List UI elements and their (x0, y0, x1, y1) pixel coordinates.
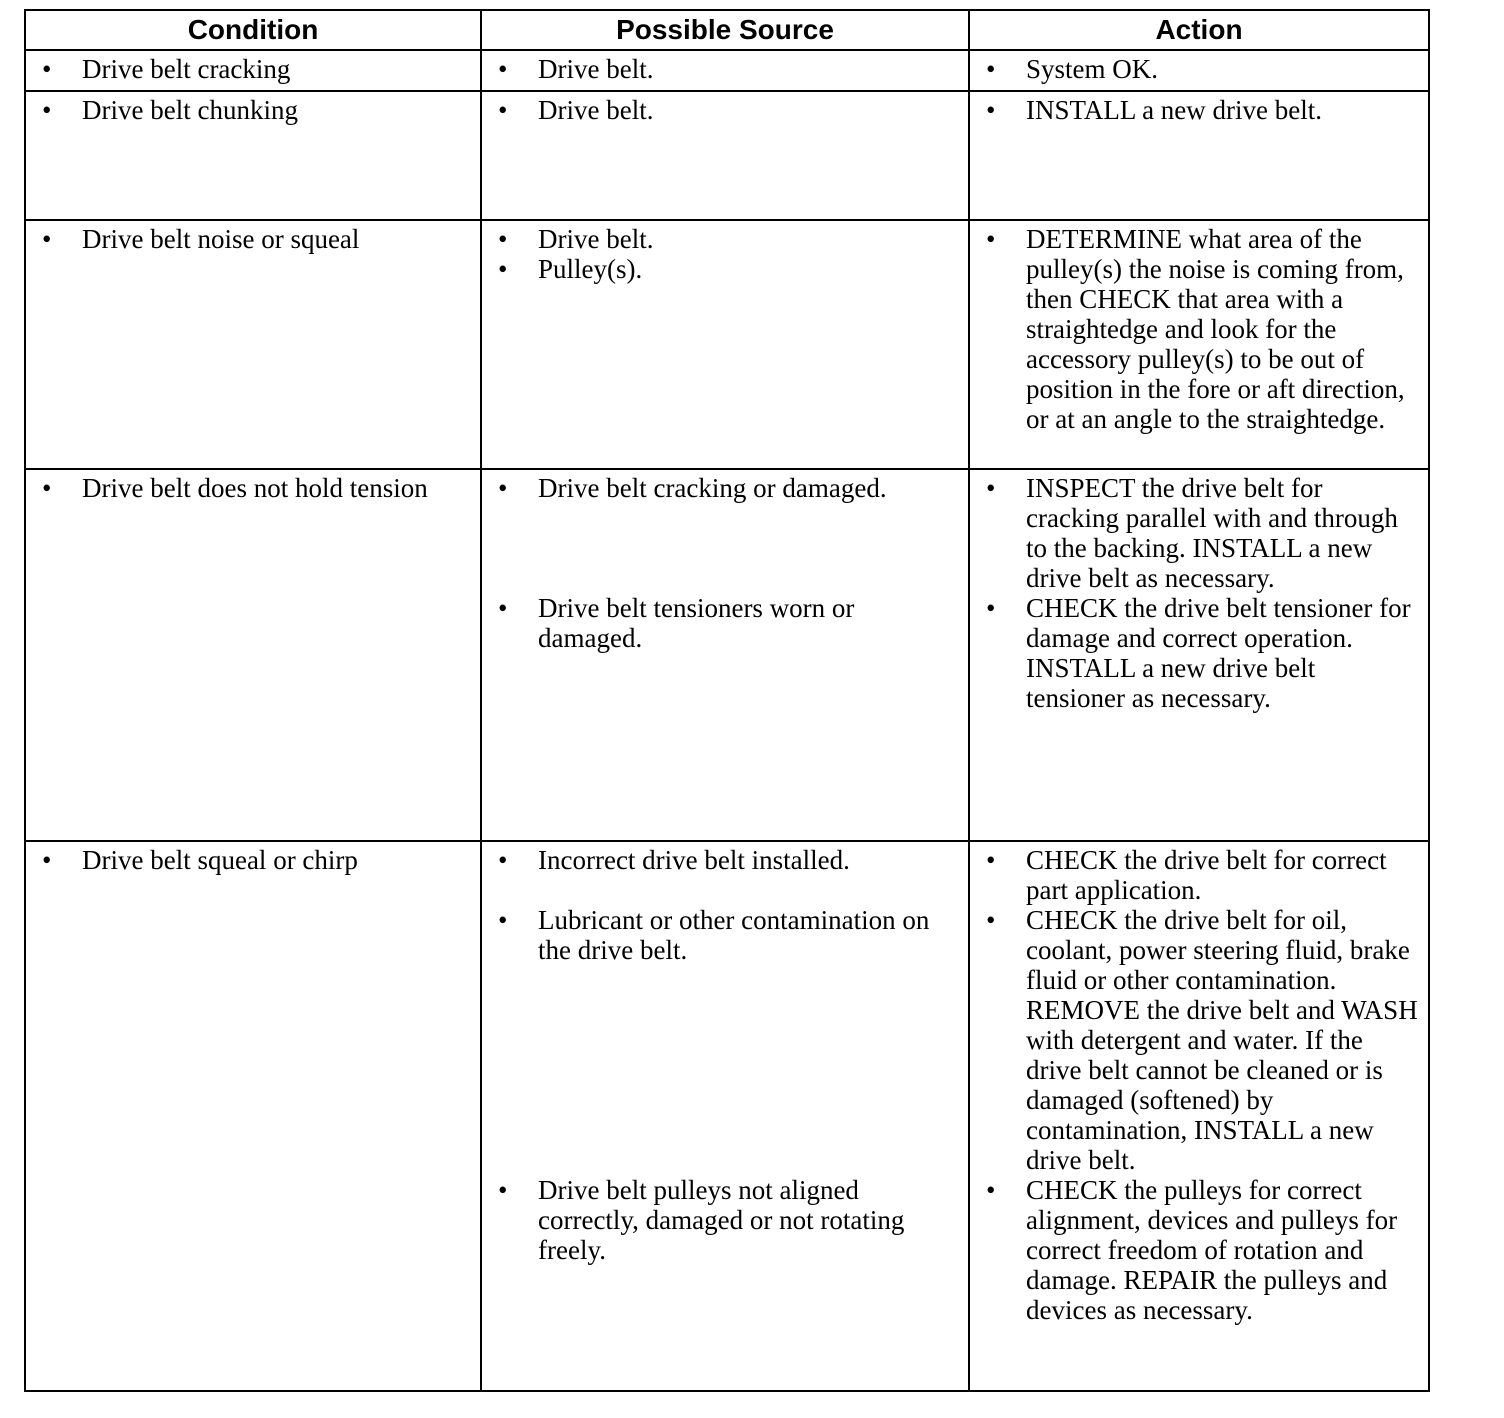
source-text: Incorrect drive belt installed. (538, 845, 850, 875)
action-item (970, 905, 1420, 1175)
bullet: • (498, 473, 508, 503)
source-cell (481, 469, 969, 841)
action-text: CHECK the drive belt tensioner for damage and correct operation. INSTALL a new drive belt tensioner as necessary. (1026, 593, 1411, 713)
condition-item (26, 224, 472, 254)
condition-text: Drive belt chunking (82, 95, 298, 125)
source-item (482, 845, 960, 875)
condition-item (26, 54, 472, 84)
bullet: • (42, 95, 52, 125)
condition-text: Drive belt cracking (82, 54, 291, 84)
table-row (25, 841, 1429, 1391)
condition-cell (25, 220, 481, 469)
bullet: • (42, 845, 52, 875)
action-cell (969, 220, 1429, 469)
action-item (970, 845, 1420, 905)
source-cell (481, 91, 969, 220)
bullet: • (498, 905, 508, 935)
bullet: • (986, 54, 996, 84)
table-row (25, 91, 1429, 220)
bullet: • (42, 473, 52, 503)
source-item (482, 1175, 960, 1265)
action-text: INSPECT the drive belt for cracking parallel with and through to the backing. INSTALL a new drive belt as necessary. (1026, 473, 1398, 593)
bullet: • (986, 1175, 996, 1205)
source-item (482, 224, 960, 254)
header-action: Action (969, 10, 1429, 50)
source-text: Drive belt. (538, 224, 654, 254)
table-row (25, 469, 1429, 841)
condition-cell (25, 841, 481, 1391)
source-text: Lubricant or other contamination on the drive belt. (538, 905, 930, 965)
bullet: • (42, 224, 52, 254)
bullet: • (986, 224, 996, 254)
bullet: • (498, 1175, 508, 1205)
source-text: Pulley(s). (538, 254, 643, 284)
source-text: Drive belt. (538, 54, 654, 84)
bullet: • (986, 473, 996, 503)
action-item (970, 1175, 1420, 1325)
condition-cell (25, 91, 481, 220)
source-cell (481, 220, 969, 469)
source-item (482, 905, 960, 965)
condition-text: Drive belt squeal or chirp (82, 845, 358, 875)
bullet: • (498, 95, 508, 125)
action-text: System OK. (1026, 54, 1159, 84)
action-text: CHECK the drive belt for oil, coolant, power steering fluid, brake fluid or other contamination. REMOVE the drive belt and WASH with detergent and water. If the drive belt cannot be cleaned or is damaged (softened) by contamination, INSTALL a new drive belt. (1026, 905, 1418, 1175)
source-text: Drive belt cracking or damaged. (538, 473, 887, 503)
table-row (25, 50, 1429, 91)
action-cell (969, 469, 1429, 841)
action-cell (969, 91, 1429, 220)
source-cell (481, 841, 969, 1391)
source-item (482, 254, 960, 284)
source-item (482, 54, 960, 84)
bullet: • (986, 905, 996, 935)
header-possible-source: Possible Source (481, 10, 969, 50)
source-text: Drive belt. (538, 95, 654, 125)
source-item (482, 95, 960, 125)
bullet: • (498, 254, 508, 284)
action-item (970, 95, 1420, 125)
action-item (970, 224, 1420, 434)
action-item (970, 593, 1420, 713)
diagnosis-table (24, 9, 1430, 1392)
source-cell (481, 50, 969, 91)
condition-cell (25, 50, 481, 91)
source-text: Drive belt tensioners worn or damaged. (538, 593, 855, 653)
bullet: • (986, 593, 996, 623)
table-row (25, 220, 1429, 469)
action-text: INSTALL a new drive belt. (1026, 95, 1322, 125)
action-item (970, 54, 1420, 84)
bullet: • (498, 845, 508, 875)
header-row (25, 10, 1429, 50)
condition-text: Drive belt noise or squeal (82, 224, 360, 254)
condition-text: Drive belt does not hold tension (82, 473, 428, 503)
action-text: DETERMINE what area of the pulley(s) the noise is coming from, then CHECK that area with a straightedge and look for the accessory pulley(s) to be out of position in the fore or aft direction, or at an angle to the straightedge. (1026, 224, 1405, 434)
action-item (970, 473, 1420, 593)
condition-cell (25, 469, 481, 841)
condition-item (26, 95, 472, 125)
bullet: • (986, 845, 996, 875)
bullet: • (498, 54, 508, 84)
bullet: • (42, 54, 52, 84)
action-cell (969, 50, 1429, 91)
action-text: CHECK the drive belt for correct part application. (1026, 845, 1387, 905)
condition-item (26, 473, 472, 503)
source-item (482, 593, 960, 653)
condition-item (26, 845, 472, 875)
bullet: • (986, 95, 996, 125)
bullet: • (498, 593, 508, 623)
action-text: CHECK the pulleys for correct alignment, devices and pulleys for correct freedom of rotation and damage. REPAIR the pulleys and devices as necessary. (1026, 1175, 1398, 1325)
bullet: • (498, 224, 508, 254)
action-cell (969, 841, 1429, 1391)
source-text: Drive belt pulleys not aligned correctly, damaged or not rotating freely. (538, 1175, 905, 1265)
source-item (482, 473, 960, 503)
header-condition: Condition (25, 10, 481, 50)
